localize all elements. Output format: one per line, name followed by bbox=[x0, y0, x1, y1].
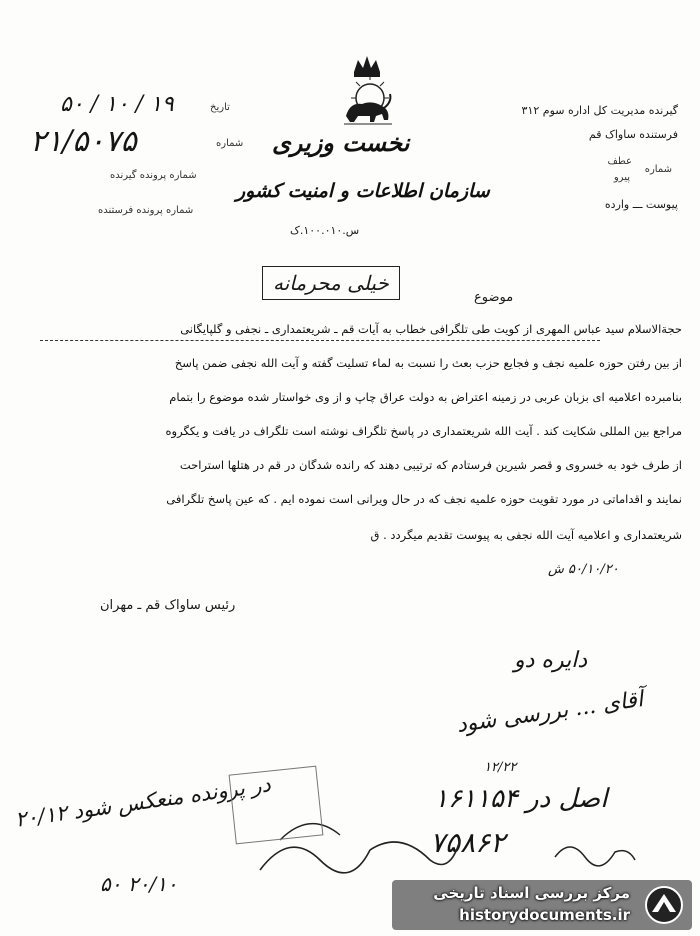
body-line: حجةالاسلام سید عباس المهری از کویت طی تلگرافی خطاب به آیات قم ـ شریعتمداری ـ نجفی و گلپایگانی bbox=[180, 322, 682, 336]
handwritten-note: اصل در ۱۶۱۱۵۴ bbox=[434, 784, 608, 814]
letterhead-code: س.۱۰۰.۰۱۰.ک bbox=[290, 224, 360, 237]
hand-underline bbox=[40, 340, 600, 341]
sender-line: فرستنده ساواک قم bbox=[588, 128, 678, 141]
signature-scribble bbox=[550, 832, 640, 872]
margin-note: ۵۰/۱۰/۲۰ ش bbox=[548, 562, 619, 577]
number-value-left: ۲۱/۵۰۷۵ bbox=[30, 124, 137, 159]
lion-and-sun-emblem bbox=[332, 50, 402, 130]
sender-file-label: شماره پرونده فرستنده bbox=[98, 205, 194, 216]
faded-stamp bbox=[229, 766, 324, 845]
body-line: از بین رفتن حوزه علمیه نجف و فجایع حزب بعث را نسبت به لماء تسلیت گفته و آیت الله نجفی ضمن پاسخ bbox=[174, 356, 682, 370]
receiver-file-label: شماره پرونده گیرنده bbox=[110, 170, 197, 181]
classification-stamp: خیلی محرمانه bbox=[262, 266, 400, 300]
watermark-org-name: مرکز بررسی اسناد تاریخی bbox=[433, 884, 630, 902]
letterhead-org: سازمان اطلاعات و امنیت کشور bbox=[236, 180, 490, 202]
recipient-line: گیرنده مدیریت کل اداره سوم ۳۱۲ bbox=[521, 104, 678, 117]
date-value: ۱۹ / ۱۰ / ۵۰ bbox=[60, 92, 174, 117]
number-label-right: شماره bbox=[644, 164, 672, 175]
handwritten-note: ۱۲/۲۲ bbox=[484, 760, 517, 775]
watermark-logo-icon bbox=[642, 884, 686, 926]
watermark-website: historydocuments.ir bbox=[459, 906, 630, 924]
handwritten-note: آقای ... بررسی شود bbox=[455, 687, 645, 738]
handwritten-note: در پرونده منعکس شود ۲۰/۱۲ bbox=[13, 772, 273, 832]
body-line: شریعتمداری و اعلامیه آیت الله نجفی به پیوست تقدیم میگردد . ق bbox=[370, 528, 682, 542]
signature-line: رئیس ساواک قم ـ مهران bbox=[100, 598, 236, 613]
number-label-left: شماره bbox=[216, 138, 244, 149]
watermark-footer bbox=[392, 880, 692, 930]
number-sub-atf: عطف bbox=[607, 156, 632, 167]
date-label: تاریخ bbox=[210, 102, 230, 113]
body-line: مراجع بین المللی شکایت کند . آیت الله شریعتمداری در پاسخ تلگراف نوشته است تلگراف در یافت و یکگروه bbox=[165, 424, 682, 438]
body-line: از طرف خود به خسروی و قصر شیرین فرستادم که ترتیبی دهند که رانده شدگان در قم در هتلها استراحت bbox=[179, 458, 682, 472]
number-sub-peyro: پیرو bbox=[613, 172, 630, 183]
body-line: نمایند و اقداماتی در مورد تقویت حوزه علمیه نجف که در حال ویرانی است نموده ایم . که عین پاسخ تلگرافی bbox=[166, 492, 682, 506]
attachment-line: پیوست ـــ وارده bbox=[604, 198, 678, 211]
handwritten-note: دایره دو bbox=[514, 648, 588, 673]
handwritten-note: ۷۵۸۶۲ bbox=[430, 826, 506, 859]
body-line: بنامبرده اعلامیه ای بزبان عربی در زمینه اعتراض به دولت عراق چاپ و از وی خواستار شده موضوع را بتمام bbox=[169, 390, 682, 404]
letterhead-title: نخست وزیری bbox=[272, 128, 410, 157]
handwritten-note: ۲۰/۱۰ ۵۰ bbox=[100, 872, 178, 896]
subject-label: موضوع bbox=[474, 290, 514, 305]
